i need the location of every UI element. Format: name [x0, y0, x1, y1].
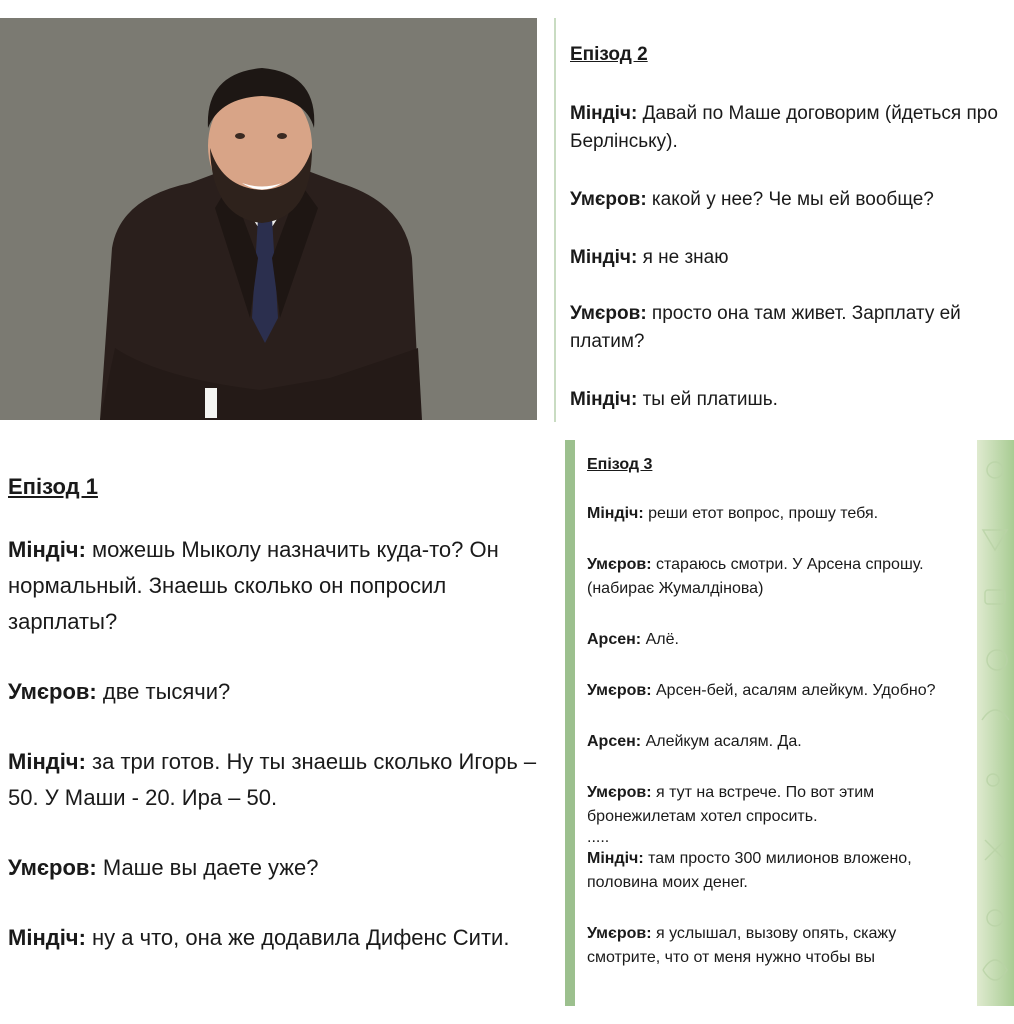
episode-3-line	[587, 847, 967, 895]
episode-2-panel	[554, 18, 1014, 422]
episode-3-line	[587, 781, 967, 829]
episode-3-line	[587, 730, 967, 754]
speaker-name: Міндіч:	[570, 389, 638, 410]
speaker-name: Міндіч:	[570, 247, 638, 268]
episode-3-line	[587, 502, 967, 526]
line-text: реши етот вопрос, прошу тебя.	[648, 505, 879, 522]
speaker-name: Умєров:	[587, 682, 652, 699]
speaker-name: Міндіч:	[587, 850, 644, 867]
speaker-name: Міндіч:	[587, 505, 644, 522]
episode-1-panel	[8, 474, 538, 990]
line-text: Алё.	[645, 631, 679, 648]
episode-1-line	[8, 674, 538, 710]
episode-2-line	[570, 300, 1000, 356]
speaker-name: Міндіч:	[8, 537, 86, 562]
episode-3-line	[587, 679, 967, 703]
episode-3-line	[587, 553, 967, 601]
speaker-name: Міндіч:	[8, 925, 86, 950]
speaker-name: Умєров:	[587, 784, 652, 801]
episode-1-line	[8, 532, 538, 640]
line-text: ну а что, она же додавила Дифенс Сити.	[92, 925, 510, 950]
speaker-name: Міндіч:	[8, 749, 86, 774]
line-text: Алейкум асалям. Да.	[645, 733, 802, 750]
speaker-name: Умєров:	[587, 925, 652, 942]
episode-1-line	[8, 850, 538, 886]
speaker-name: Умєров:	[570, 303, 647, 324]
speaker-name: Арсен:	[587, 733, 642, 750]
episode-3-line	[587, 922, 967, 970]
line-text: Маше вы даете уже?	[102, 855, 319, 880]
episode-2-title: Епізод 2	[570, 44, 648, 65]
portrait-photo	[0, 18, 537, 420]
speaker-name: Арсен:	[587, 631, 642, 648]
line-text: за три готов. Ну ты знаешь сколько Игорь – 50. У Маши - 20. Ира – 50.	[8, 749, 537, 810]
episode-1-line	[8, 744, 538, 816]
episode-2-line	[570, 386, 1000, 414]
episode-1-line	[8, 920, 538, 956]
chat-wallpaper-decoration	[977, 440, 1014, 1006]
speaker-name: Умєров:	[8, 679, 97, 704]
speaker-name: Умєров:	[570, 189, 647, 210]
speaker-name: Міндіч:	[570, 103, 638, 124]
speaker-name: Умєров:	[8, 855, 97, 880]
portrait-illustration	[0, 18, 537, 420]
episode-2-line	[570, 244, 1000, 272]
line-text: какой у нее? Че мы ей вообще?	[651, 189, 934, 210]
ellipsis-separator: .....	[587, 829, 610, 846]
line-text: я тут на встрече. По вот этим бронежилетам хотел спросить.	[587, 784, 875, 825]
episode-3-title: Епізод 3	[587, 456, 653, 473]
episode-2-line	[570, 186, 1000, 214]
speaker-name: Умєров:	[587, 556, 652, 573]
line-text: я услышал, вызову опять, скажу смотрите, что от меня нужно чтобы вы	[587, 925, 897, 966]
line-text: там просто 300 милионов вложено, половина моих денег.	[587, 850, 912, 891]
line-text: Арсен-бей, асалям алейкум. Удобно?	[656, 682, 936, 699]
episode-3-panel	[565, 440, 1014, 1006]
line-text: я не знаю	[642, 247, 729, 268]
line-text: две тысячи?	[102, 679, 231, 704]
episode-3-line	[587, 628, 967, 652]
line-text: стараюсь смотри. У Арсена спрошу. (набирає Жумалдінова)	[587, 556, 924, 597]
line-text: Давай по Маше договорим (йдеться про Берлінську).	[570, 103, 998, 152]
episode-2-line	[570, 100, 1000, 156]
line-text: можешь Мыколу назначить куда-то? Он нормальный. Знаешь сколько он попросил зарплаты?	[8, 537, 499, 634]
line-text: просто она там живет. Зарплату ей платим?	[570, 303, 961, 352]
line-text: ты ей платишь.	[642, 389, 778, 410]
episode-3-content	[587, 456, 967, 997]
episode-1-title: Епізод 1	[8, 474, 98, 499]
